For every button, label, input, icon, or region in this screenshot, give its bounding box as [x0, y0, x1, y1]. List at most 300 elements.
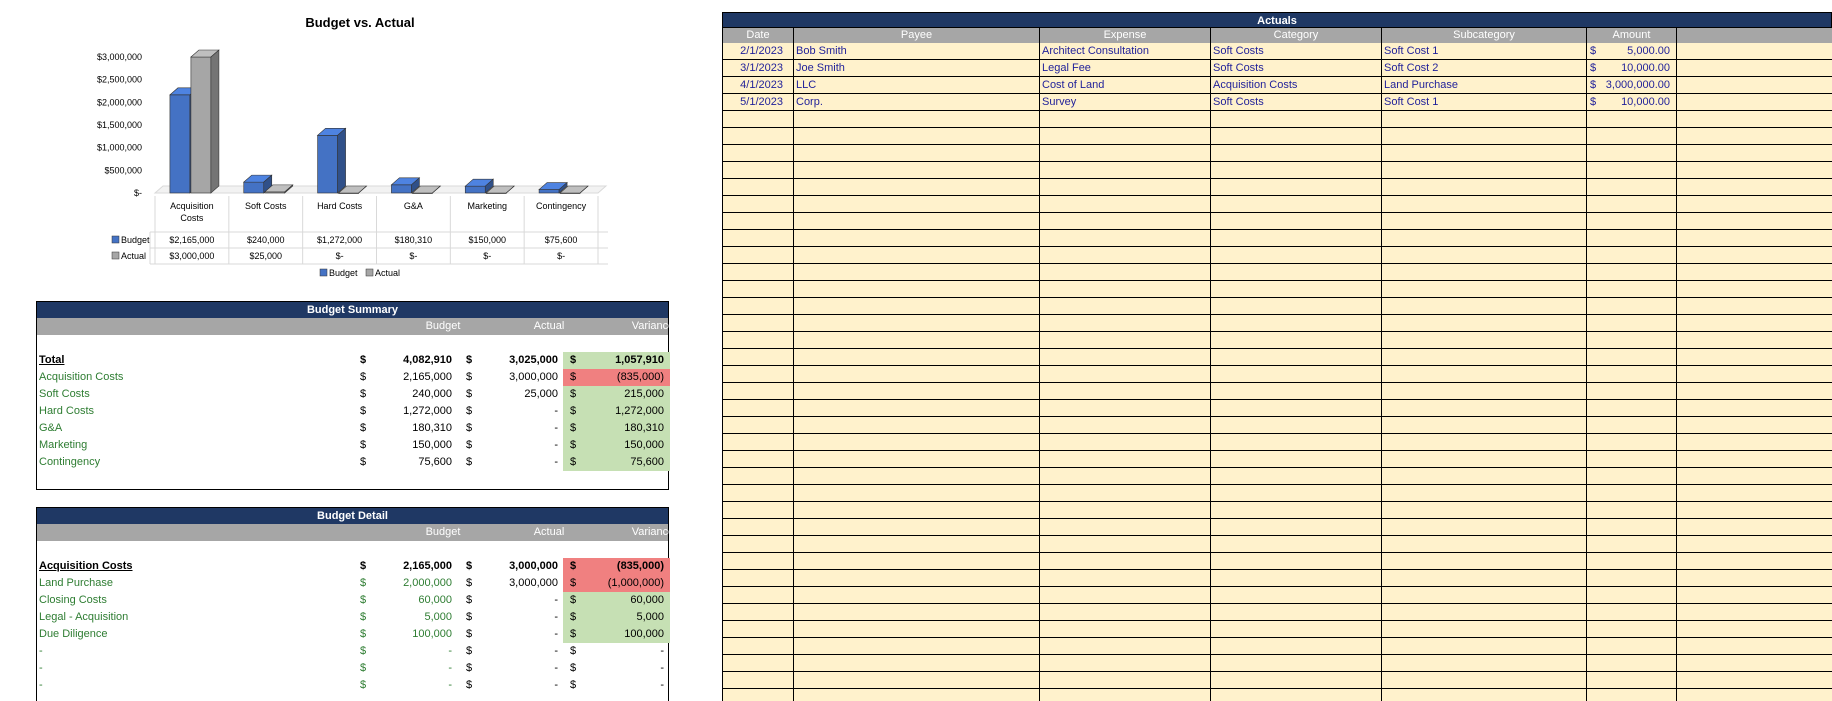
cell-expense[interactable]	[1040, 230, 1211, 246]
table-row[interactable]	[722, 77, 1832, 94]
cell-subcategory[interactable]	[1382, 570, 1587, 586]
cell-date[interactable]	[722, 519, 794, 535]
cell-category[interactable]	[1211, 128, 1382, 144]
cell-date[interactable]	[722, 417, 794, 433]
cell-amount[interactable]	[1587, 570, 1677, 586]
cell-expense[interactable]	[1040, 672, 1211, 688]
cell-subcategory[interactable]	[1382, 451, 1587, 467]
cell-expense[interactable]	[1040, 400, 1211, 416]
cell-date[interactable]	[722, 604, 794, 620]
cell-amount[interactable]	[1587, 638, 1677, 654]
cell-blank[interactable]	[1677, 536, 1832, 552]
cell-date[interactable]	[722, 247, 794, 263]
cell-payee[interactable]	[794, 366, 1040, 382]
cell-expense[interactable]	[1040, 247, 1211, 263]
cell-expense[interactable]	[1040, 502, 1211, 518]
cell-expense[interactable]	[1040, 604, 1211, 620]
table-row[interactable]	[722, 349, 1832, 366]
cell-expense[interactable]: Architect Consultation	[1040, 43, 1211, 59]
table-row[interactable]	[722, 604, 1832, 621]
cell-blank[interactable]	[1677, 519, 1832, 535]
cell-amount[interactable]	[1587, 366, 1677, 382]
cell-date[interactable]	[722, 434, 794, 450]
cell-amount[interactable]	[1587, 689, 1677, 701]
cell-payee[interactable]	[794, 689, 1040, 701]
cell-payee[interactable]: LLC	[794, 77, 1040, 93]
cell-date[interactable]: 4/1/2023	[722, 77, 794, 93]
cell-subcategory[interactable]	[1382, 400, 1587, 416]
cell-expense[interactable]	[1040, 655, 1211, 671]
cell-subcategory[interactable]	[1382, 604, 1587, 620]
cell-blank[interactable]	[1677, 128, 1832, 144]
cell-date[interactable]	[722, 162, 794, 178]
cell-subcategory[interactable]	[1382, 383, 1587, 399]
cell-subcategory[interactable]: Soft Cost 2	[1382, 60, 1587, 76]
cell-blank[interactable]	[1677, 213, 1832, 229]
detail-group-row[interactable]	[37, 558, 668, 575]
cell-payee[interactable]	[794, 468, 1040, 484]
cell-blank[interactable]	[1677, 587, 1832, 603]
cell-date[interactable]	[722, 536, 794, 552]
cell-subcategory[interactable]	[1382, 553, 1587, 569]
cell-payee[interactable]	[794, 570, 1040, 586]
cell-category[interactable]: Soft Costs	[1211, 60, 1382, 76]
table-row[interactable]	[722, 315, 1832, 332]
cell-payee[interactable]	[794, 349, 1040, 365]
table-row[interactable]	[722, 417, 1832, 434]
cell-subcategory[interactable]	[1382, 281, 1587, 297]
cell-payee[interactable]	[794, 672, 1040, 688]
cell-subcategory[interactable]	[1382, 689, 1587, 701]
table-row[interactable]	[722, 502, 1832, 519]
cell-blank[interactable]	[1677, 264, 1832, 280]
detail-row[interactable]	[37, 643, 668, 660]
cell-subcategory[interactable]	[1382, 162, 1587, 178]
cell-category[interactable]	[1211, 485, 1382, 501]
cell-category[interactable]	[1211, 655, 1382, 671]
cell-amount[interactable]	[1587, 519, 1677, 535]
cell-expense[interactable]	[1040, 434, 1211, 450]
cell-amount[interactable]	[1587, 196, 1677, 212]
cell-category[interactable]: Soft Costs	[1211, 94, 1382, 110]
table-row[interactable]	[722, 230, 1832, 247]
cell-amount[interactable]	[1587, 604, 1677, 620]
cell-subcategory[interactable]	[1382, 179, 1587, 195]
cell-expense[interactable]	[1040, 587, 1211, 603]
cell-payee[interactable]	[794, 587, 1040, 603]
cell-amount[interactable]	[1587, 332, 1677, 348]
cell-amount[interactable]	[1587, 655, 1677, 671]
cell-blank[interactable]	[1677, 417, 1832, 433]
table-row[interactable]	[722, 179, 1832, 196]
cell-expense[interactable]	[1040, 128, 1211, 144]
cell-blank[interactable]	[1677, 43, 1832, 59]
cell-date[interactable]	[722, 655, 794, 671]
cell-expense[interactable]	[1040, 349, 1211, 365]
cell-amount[interactable]	[1587, 536, 1677, 552]
cell-subcategory[interactable]	[1382, 332, 1587, 348]
cell-category[interactable]	[1211, 400, 1382, 416]
table-row[interactable]	[722, 332, 1832, 349]
cell-blank[interactable]	[1677, 383, 1832, 399]
summary-row[interactable]	[37, 369, 668, 386]
cell-payee[interactable]	[794, 519, 1040, 535]
cell-amount[interactable]	[1587, 502, 1677, 518]
table-row[interactable]	[722, 570, 1832, 587]
cell-category[interactable]	[1211, 604, 1382, 620]
cell-amount[interactable]	[1587, 60, 1677, 76]
detail-row[interactable]	[37, 677, 668, 694]
cell-category[interactable]	[1211, 366, 1382, 382]
cell-expense[interactable]	[1040, 417, 1211, 433]
cell-date[interactable]	[722, 672, 794, 688]
cell-blank[interactable]	[1677, 400, 1832, 416]
cell-date[interactable]	[722, 468, 794, 484]
cell-expense[interactable]	[1040, 536, 1211, 552]
cell-subcategory[interactable]	[1382, 128, 1587, 144]
cell-payee[interactable]	[794, 179, 1040, 195]
cell-payee[interactable]	[794, 196, 1040, 212]
cell-payee[interactable]	[794, 332, 1040, 348]
cell-blank[interactable]	[1677, 315, 1832, 331]
col-header-payee[interactable]: Payee	[794, 28, 1040, 43]
cell-subcategory[interactable]	[1382, 672, 1587, 688]
cell-date[interactable]	[722, 553, 794, 569]
cell-payee[interactable]	[794, 111, 1040, 127]
cell-subcategory[interactable]	[1382, 366, 1587, 382]
cell-blank[interactable]	[1677, 230, 1832, 246]
cell-expense[interactable]	[1040, 145, 1211, 161]
cell-amount[interactable]	[1587, 417, 1677, 433]
cell-category[interactable]	[1211, 162, 1382, 178]
cell-payee[interactable]: Bob Smith	[794, 43, 1040, 59]
cell-subcategory[interactable]	[1382, 145, 1587, 161]
cell-category[interactable]	[1211, 145, 1382, 161]
table-row[interactable]	[722, 638, 1832, 655]
cell-subcategory[interactable]	[1382, 196, 1587, 212]
cell-category[interactable]	[1211, 587, 1382, 603]
cell-blank[interactable]	[1677, 485, 1832, 501]
cell-blank[interactable]	[1677, 672, 1832, 688]
cell-payee[interactable]	[794, 536, 1040, 552]
cell-payee[interactable]	[794, 638, 1040, 654]
col-header-amount[interactable]: Amount	[1587, 28, 1677, 43]
cell-amount[interactable]	[1587, 315, 1677, 331]
cell-amount[interactable]	[1587, 672, 1677, 688]
cell-category[interactable]	[1211, 638, 1382, 654]
cell-category[interactable]	[1211, 570, 1382, 586]
cell-payee[interactable]	[794, 400, 1040, 416]
cell-blank[interactable]	[1677, 349, 1832, 365]
cell-payee[interactable]: Corp.	[794, 94, 1040, 110]
detail-row[interactable]	[37, 592, 668, 609]
cell-subcategory[interactable]	[1382, 349, 1587, 365]
cell-category[interactable]	[1211, 298, 1382, 314]
cell-category[interactable]	[1211, 468, 1382, 484]
cell-category[interactable]: Soft Costs	[1211, 43, 1382, 59]
cell-blank[interactable]	[1677, 570, 1832, 586]
cell-amount[interactable]	[1587, 451, 1677, 467]
cell-date[interactable]	[722, 111, 794, 127]
cell-amount[interactable]	[1587, 281, 1677, 297]
cell-blank[interactable]	[1677, 332, 1832, 348]
cell-amount[interactable]	[1587, 298, 1677, 314]
cell-expense[interactable]	[1040, 366, 1211, 382]
summary-row[interactable]	[37, 454, 668, 471]
cell-date[interactable]	[722, 315, 794, 331]
cell-blank[interactable]	[1677, 434, 1832, 450]
table-row[interactable]	[722, 94, 1832, 111]
cell-expense[interactable]	[1040, 162, 1211, 178]
cell-date[interactable]	[722, 621, 794, 637]
table-row[interactable]	[722, 400, 1832, 417]
cell-expense[interactable]	[1040, 298, 1211, 314]
cell-amount[interactable]	[1587, 94, 1677, 110]
cell-date[interactable]	[722, 145, 794, 161]
cell-payee[interactable]: Joe Smith	[794, 60, 1040, 76]
table-row[interactable]	[722, 519, 1832, 536]
cell-amount[interactable]	[1587, 434, 1677, 450]
cell-expense[interactable]	[1040, 383, 1211, 399]
cell-payee[interactable]	[794, 281, 1040, 297]
cell-category[interactable]	[1211, 264, 1382, 280]
cell-expense[interactable]	[1040, 213, 1211, 229]
cell-amount[interactable]	[1587, 213, 1677, 229]
table-row[interactable]	[722, 247, 1832, 264]
cell-expense[interactable]	[1040, 638, 1211, 654]
table-row[interactable]	[722, 536, 1832, 553]
cell-expense[interactable]	[1040, 570, 1211, 586]
cell-payee[interactable]	[794, 485, 1040, 501]
cell-expense[interactable]	[1040, 281, 1211, 297]
cell-date[interactable]	[722, 213, 794, 229]
cell-date[interactable]	[722, 638, 794, 654]
cell-payee[interactable]	[794, 655, 1040, 671]
cell-date[interactable]	[722, 587, 794, 603]
cell-category[interactable]	[1211, 213, 1382, 229]
cell-subcategory[interactable]	[1382, 621, 1587, 637]
cell-expense[interactable]	[1040, 485, 1211, 501]
table-row[interactable]	[722, 383, 1832, 400]
table-row[interactable]	[722, 553, 1832, 570]
cell-payee[interactable]	[794, 315, 1040, 331]
cell-amount[interactable]	[1587, 111, 1677, 127]
cell-blank[interactable]	[1677, 604, 1832, 620]
cell-category[interactable]	[1211, 689, 1382, 701]
cell-category[interactable]	[1211, 196, 1382, 212]
cell-date[interactable]: 2/1/2023	[722, 43, 794, 59]
cell-payee[interactable]	[794, 434, 1040, 450]
table-row[interactable]	[722, 145, 1832, 162]
cell-category[interactable]	[1211, 502, 1382, 518]
cell-payee[interactable]	[794, 247, 1040, 263]
cell-expense[interactable]	[1040, 553, 1211, 569]
table-row[interactable]	[722, 213, 1832, 230]
summary-row[interactable]	[37, 420, 668, 437]
cell-category[interactable]	[1211, 315, 1382, 331]
col-header-subcategory[interactable]: Subcategory	[1382, 28, 1587, 43]
cell-blank[interactable]	[1677, 689, 1832, 701]
cell-expense[interactable]	[1040, 689, 1211, 701]
cell-date[interactable]	[722, 196, 794, 212]
cell-expense[interactable]	[1040, 451, 1211, 467]
summary-row[interactable]	[37, 437, 668, 454]
col-header-expense[interactable]: Expense	[1040, 28, 1211, 43]
cell-subcategory[interactable]	[1382, 213, 1587, 229]
cell-subcategory[interactable]: Land Purchase	[1382, 77, 1587, 93]
cell-amount[interactable]	[1587, 468, 1677, 484]
cell-category[interactable]	[1211, 281, 1382, 297]
cell-subcategory[interactable]	[1382, 315, 1587, 331]
cell-date[interactable]	[722, 332, 794, 348]
col-header-date[interactable]: Date	[722, 28, 794, 43]
table-row[interactable]	[722, 60, 1832, 77]
table-row[interactable]	[722, 298, 1832, 315]
col-header-category[interactable]: Category	[1211, 28, 1382, 43]
cell-expense[interactable]	[1040, 196, 1211, 212]
table-row[interactable]	[722, 485, 1832, 502]
cell-subcategory[interactable]	[1382, 638, 1587, 654]
cell-expense[interactable]	[1040, 519, 1211, 535]
cell-payee[interactable]	[794, 383, 1040, 399]
cell-amount[interactable]	[1587, 553, 1677, 569]
cell-expense[interactable]	[1040, 264, 1211, 280]
cell-amount[interactable]	[1587, 587, 1677, 603]
cell-category[interactable]	[1211, 349, 1382, 365]
cell-category[interactable]	[1211, 383, 1382, 399]
cell-blank[interactable]	[1677, 60, 1832, 76]
summary-total-row[interactable]	[37, 352, 668, 369]
table-row[interactable]	[722, 111, 1832, 128]
cell-amount[interactable]	[1587, 264, 1677, 280]
cell-amount[interactable]	[1587, 349, 1677, 365]
cell-date[interactable]	[722, 128, 794, 144]
detail-row[interactable]	[37, 626, 668, 643]
cell-category[interactable]	[1211, 672, 1382, 688]
cell-amount[interactable]	[1587, 162, 1677, 178]
cell-amount[interactable]	[1587, 230, 1677, 246]
cell-blank[interactable]	[1677, 468, 1832, 484]
cell-expense[interactable]	[1040, 111, 1211, 127]
cell-category[interactable]	[1211, 553, 1382, 569]
cell-category[interactable]	[1211, 111, 1382, 127]
cell-payee[interactable]	[794, 298, 1040, 314]
cell-category[interactable]	[1211, 434, 1382, 450]
table-row[interactable]	[722, 43, 1832, 60]
table-row[interactable]	[722, 451, 1832, 468]
cell-date[interactable]	[722, 281, 794, 297]
cell-subcategory[interactable]	[1382, 434, 1587, 450]
cell-date[interactable]	[722, 349, 794, 365]
cell-payee[interactable]	[794, 553, 1040, 569]
cell-date[interactable]	[722, 570, 794, 586]
cell-amount[interactable]	[1587, 383, 1677, 399]
cell-blank[interactable]	[1677, 281, 1832, 297]
cell-amount[interactable]	[1587, 247, 1677, 263]
table-row[interactable]	[722, 434, 1832, 451]
cell-date[interactable]	[722, 383, 794, 399]
cell-amount[interactable]	[1587, 485, 1677, 501]
cell-blank[interactable]	[1677, 638, 1832, 654]
cell-amount[interactable]	[1587, 128, 1677, 144]
cell-category[interactable]	[1211, 536, 1382, 552]
cell-category[interactable]	[1211, 417, 1382, 433]
cell-expense[interactable]	[1040, 315, 1211, 331]
cell-date[interactable]	[722, 502, 794, 518]
cell-amount[interactable]	[1587, 43, 1677, 59]
cell-expense[interactable]	[1040, 621, 1211, 637]
table-row[interactable]	[722, 672, 1832, 689]
cell-date[interactable]	[722, 179, 794, 195]
cell-amount[interactable]	[1587, 179, 1677, 195]
table-row[interactable]	[722, 264, 1832, 281]
cell-date[interactable]: 5/1/2023	[722, 94, 794, 110]
cell-blank[interactable]	[1677, 77, 1832, 93]
cell-subcategory[interactable]	[1382, 298, 1587, 314]
cell-category[interactable]	[1211, 332, 1382, 348]
table-row[interactable]	[722, 689, 1832, 701]
cell-payee[interactable]	[794, 502, 1040, 518]
detail-row[interactable]	[37, 575, 668, 592]
cell-subcategory[interactable]	[1382, 417, 1587, 433]
cell-blank[interactable]	[1677, 655, 1832, 671]
cell-category[interactable]	[1211, 247, 1382, 263]
table-row[interactable]	[722, 587, 1832, 604]
cell-subcategory[interactable]	[1382, 468, 1587, 484]
table-row[interactable]	[722, 128, 1832, 145]
cell-amount[interactable]	[1587, 400, 1677, 416]
cell-date[interactable]	[722, 366, 794, 382]
cell-expense[interactable]	[1040, 332, 1211, 348]
table-row[interactable]	[722, 281, 1832, 298]
cell-subcategory[interactable]	[1382, 111, 1587, 127]
summary-row[interactable]	[37, 403, 668, 420]
cell-category[interactable]	[1211, 179, 1382, 195]
cell-subcategory[interactable]	[1382, 536, 1587, 552]
table-row[interactable]	[722, 621, 1832, 638]
cell-payee[interactable]	[794, 230, 1040, 246]
cell-expense[interactable]	[1040, 468, 1211, 484]
cell-payee[interactable]	[794, 621, 1040, 637]
cell-blank[interactable]	[1677, 621, 1832, 637]
cell-blank[interactable]	[1677, 451, 1832, 467]
cell-payee[interactable]	[794, 264, 1040, 280]
table-row[interactable]	[722, 468, 1832, 485]
cell-blank[interactable]	[1677, 553, 1832, 569]
cell-blank[interactable]	[1677, 179, 1832, 195]
cell-subcategory[interactable]: Soft Cost 1	[1382, 43, 1587, 59]
cell-payee[interactable]	[794, 451, 1040, 467]
table-row[interactable]	[722, 162, 1832, 179]
cell-amount[interactable]	[1587, 145, 1677, 161]
cell-blank[interactable]	[1677, 162, 1832, 178]
cell-expense[interactable]: Legal Fee	[1040, 60, 1211, 76]
cell-amount[interactable]	[1587, 77, 1677, 93]
cell-blank[interactable]	[1677, 298, 1832, 314]
cell-subcategory[interactable]	[1382, 264, 1587, 280]
cell-subcategory[interactable]	[1382, 230, 1587, 246]
cell-category[interactable]	[1211, 621, 1382, 637]
cell-subcategory[interactable]	[1382, 519, 1587, 535]
cell-payee[interactable]	[794, 417, 1040, 433]
cell-subcategory[interactable]	[1382, 247, 1587, 263]
cell-blank[interactable]	[1677, 111, 1832, 127]
cell-subcategory[interactable]	[1382, 587, 1587, 603]
cell-blank[interactable]	[1677, 502, 1832, 518]
cell-date[interactable]: 3/1/2023	[722, 60, 794, 76]
detail-row[interactable]	[37, 660, 668, 677]
cell-blank[interactable]	[1677, 366, 1832, 382]
